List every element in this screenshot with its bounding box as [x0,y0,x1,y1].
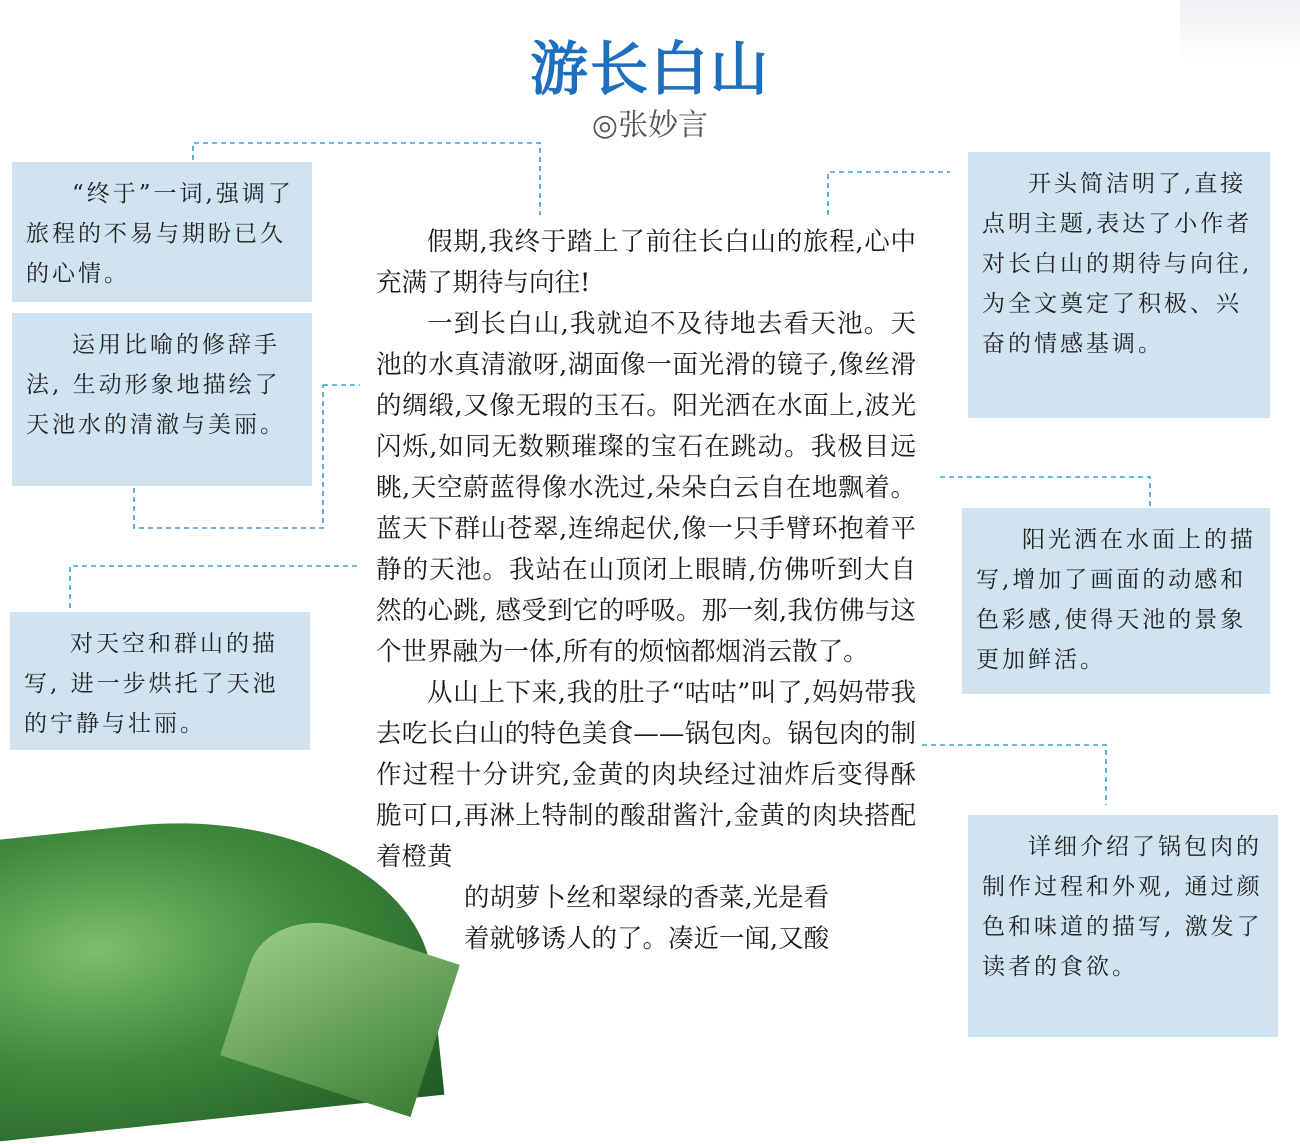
article-title: 游长白山 [529,35,770,103]
annotation-right-2 [962,508,1270,694]
annotation-right-1 [968,152,1270,418]
article-author: ◎张妙言 [591,108,709,143]
paragraph-3-line-b: 着就够诱人的了。凑近一闻,又酸 [464,924,830,954]
annotation-left-3-text: 对天空和群山的描写, 进一步烘托了天池的宁静与壮丽。 [24,631,279,737]
connector-right2 [940,477,1150,508]
connector-right1 [828,172,950,215]
annotation-left-1-text: “终于”一词,强调了旅程的不易与期盼已久的心情。 [26,181,294,287]
paragraph-1: 假期,我终于踏上了前往长白山的旅程,心中充满了期待与向往! [376,227,916,298]
article-body [376,222,916,960]
connector-left3 [70,566,360,608]
annotation-left-3 [10,612,310,750]
annotation-left-2 [12,313,312,486]
paragraph-2: 一到长白山,我就迫不及待地去看天池。天池的水真清澈呀,湖面像一面光滑的镜子,像丝滑的绸缎,又像无瑕的玉石。阳光洒在水面上,波光闪烁,如同无数颗璀璨的宝石在跳动。我极目远眺,天空蔚蓝得像水洗过,朵朵白云自在地飘着。蓝天下群山苍翠,连绵起伏,像一只手臂环抱着平静的天池。我站在山顶闭上眼睛,仿佛听到大自然的心跳, 感受到它的呼吸。那一刻,我仿佛与这个世界融为一体,所有的烦恼都烟消云散了。 [376,309,916,667]
connector-right3 [922,745,1106,805]
annotation-right-1-text: 开头简洁明了,直接点明主题,表达了小作者对长白山的期待与向往,为全文奠定了积极、兴奋的情感基调。 [982,171,1253,357]
annotation-right-2-text: 阳光洒在水面上的描写,增加了画面的动感和色彩感,使得天池的景象更加鲜活。 [976,527,1256,673]
paragraph-3: 从山上下来,我的肚子“咕咕”叫了,妈妈带我去吃长白山的特色美食——锅包肉。锅包肉的制作过程十分讲究,金黄的肉块经过油炸后变得酥脆可口,再淋上特制的酸甜酱汁,金黄的肉块搭配着橙黄 [376,678,916,872]
annotation-right-3-text: 详细介绍了锅包肉的制作过程和外观, 通过颜色和味道的描写, 激发了读者的食欲。 [982,834,1263,980]
annotation-left-2-text: 运用比喻的修辞手法, 生动形象地描绘了天池水的清澈与美丽。 [26,332,286,438]
annotation-right-3 [968,815,1278,1037]
annotation-left-1 [12,162,312,302]
paragraph-3-line-a: 的胡萝卜丝和翠绿的香菜,光是看 [464,883,830,913]
